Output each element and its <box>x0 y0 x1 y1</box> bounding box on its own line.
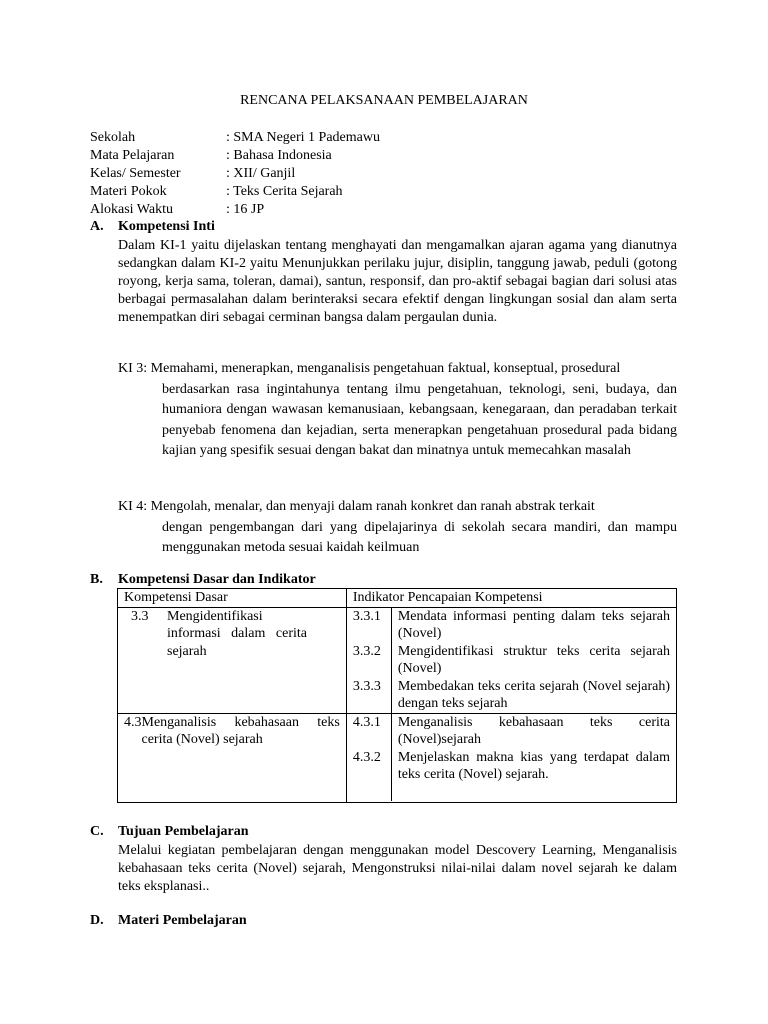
ki4-paragraph <box>118 497 677 559</box>
indicator-number: 3.3.1 <box>352 608 381 624</box>
ki3-first-line: KI 3: Memahami, menerapkan, menganalisis pengetahuan faktual, konseptual, prosedural <box>118 361 621 376</box>
ki3-continuation: berdasarkan rasa ingintahunya tentang ilmu pengetahuan, teknologi, seni, budaya, dan humaniora dengan wawasan kemanusiaan, kebangsaan, kenegaraan, dan peradaban terkait penyebab fenomena dan kejadian, serta menerapkan pengetahuan prosedural pada bidang kajian yang spesifik sesuai dengan bakat dan minatnya untuk memecahkan masalah <box>162 381 677 459</box>
competency-table <box>117 588 677 803</box>
indicator-text: Menjelaskan makna kias yang terdapat dalam teks cerita (Novel) sejarah. <box>391 749 670 801</box>
objective-paragraph: Melalui kegiatan pembelajaran dengan menggunakan model Descovery Learning, Menganalisis kebahasaan teks cerita (Novel) sejarah, Mengonstruksi nilai-nilai dalam novel sejarah ke dalam teks eksplanasi.. <box>118 843 677 894</box>
identity-block <box>90 129 380 219</box>
identity-value: : XII/ Ganjil <box>226 166 296 181</box>
indicator-number: 3.3.2 <box>352 643 381 659</box>
table-row <box>118 607 677 713</box>
indicator-text: Menganalisis kebahasaan teks cerita (Novel)sejarah <box>391 714 670 749</box>
section-b-heading <box>90 572 316 588</box>
section-title: Kompetensi Dasar dan Indikator <box>118 572 316 587</box>
indicator-number: 4.3.1 <box>352 714 381 730</box>
table-header-row <box>118 589 677 608</box>
table-row <box>118 713 677 802</box>
kd-number: 4.3 <box>124 714 142 730</box>
indicator-text: Mengidentifikasi struktur teks cerita sejarah (Novel) <box>391 643 670 678</box>
identity-row <box>90 165 380 183</box>
identity-row <box>90 147 380 165</box>
indicator-item <box>353 678 670 713</box>
indicator-text: Membedakan teks cerita sejarah (Novel sejarah) dengan teks sejarah <box>391 678 670 713</box>
indicator-cell <box>346 713 676 802</box>
kd-text: Menganalisis kebahasaan teks cerita (Novel) sejarah <box>141 714 340 747</box>
section-letter: D. <box>90 913 104 928</box>
indicator-text: Mendata informasi penting dalam teks sejarah (Novel) <box>391 608 670 643</box>
identity-label: Kelas/ Semester <box>90 166 181 181</box>
identity-label: Materi Pokok <box>90 184 167 199</box>
ki4-continuation: dengan pengembangan dari yang dipelajarinya di sekolah secara mandiri, dan mampu menggunakan metoda sesuai kaidah keilmuan <box>162 519 677 556</box>
indicator-item <box>353 749 670 801</box>
section-letter: B. <box>90 572 103 587</box>
indicator-item <box>353 714 670 749</box>
section-letter: C. <box>90 824 104 839</box>
kd-item <box>131 608 340 661</box>
ki4-first-line: KI 4: Mengolah, menalar, dan menyaji dalam ranah konkret dan ranah abstrak terkait <box>118 499 595 514</box>
table-header-cell: Kompetensi Dasar <box>118 589 347 608</box>
identity-value: : 16 JP <box>226 202 265 217</box>
kd-cell <box>118 713 347 802</box>
indicator-cell <box>346 607 676 713</box>
indicator-number: 3.3.3 <box>352 678 381 694</box>
indicator-item <box>353 608 670 643</box>
identity-row <box>90 183 380 201</box>
section-title: Tujuan Pembelajaran <box>118 824 249 839</box>
identity-label: Sekolah <box>90 130 136 145</box>
kd-text <box>167 608 307 661</box>
identity-value: : Teks Cerita Sejarah <box>226 184 343 199</box>
section-title: Materi Pembelajaran <box>118 913 247 928</box>
document-title: RENCANA PELAKSANAAN PEMBELAJARAN <box>240 93 528 108</box>
identity-value: : Bahasa Indonesia <box>226 148 332 163</box>
identity-row <box>90 129 380 147</box>
section-a-heading <box>90 219 215 235</box>
kd-item <box>124 714 340 749</box>
kd-cell <box>118 607 347 713</box>
identity-value: : SMA Negeri 1 Pademawu <box>226 130 380 145</box>
section-c-heading <box>90 824 249 840</box>
kd-number: 3.3 <box>131 608 149 624</box>
identity-label: Mata Pelajaran <box>90 148 175 163</box>
section-letter: A. <box>90 219 104 234</box>
indicator-number: 4.3.2 <box>352 749 381 765</box>
ki3-paragraph <box>118 359 677 462</box>
indicator-item <box>353 643 670 678</box>
ki12-paragraph: Dalam KI-1 yaitu dijelaskan tentang menghayati dan mengamalkan ajaran agama yang dianutnya sedangkan dalam KI-2 yaitu Menunjukkan perilaku jujur, disiplin, tanggung jawab, peduli (gotong royong, kerja sama, toleran, damai), santun, responsif, dan pro-aktif sebagai bagian dari solusi atas berbagai permasalahan dalam berinteraksi secara efektif dengan lingkungan sosial dan alam serta menempatkan diri sebagai cerminan bangsa dalam pergaulan dunia. <box>118 238 677 325</box>
section-d-heading <box>90 913 247 929</box>
kd-text-content: Mengidentifikasi informasi dalam cerita sejarah <box>167 608 307 659</box>
identity-label: Alokasi Waktu <box>90 202 173 217</box>
table-header-cell: Indikator Pencapaian Kompetensi <box>346 589 676 608</box>
identity-row <box>90 201 380 219</box>
section-title: Kompetensi Inti <box>118 219 215 234</box>
